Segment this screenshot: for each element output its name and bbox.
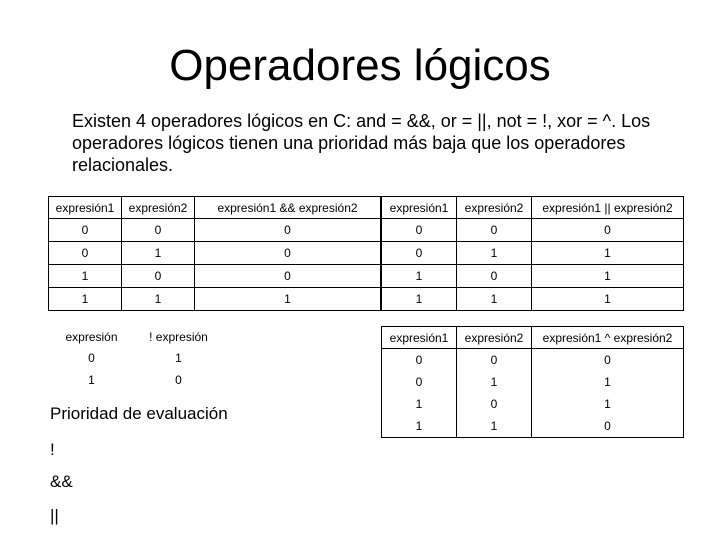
table-cell: 0 (195, 242, 381, 265)
table-cell: 0 (382, 242, 457, 265)
table-cell: 1 (122, 288, 195, 311)
table-cell: 1 (195, 288, 381, 311)
table-cell: 1 (457, 288, 532, 311)
table-cell: 0 (457, 349, 532, 372)
table-cell: 1 (382, 415, 457, 438)
table-cell: 1 (49, 265, 122, 288)
table-cell: 1 (457, 371, 532, 393)
table-cell: 1 (49, 288, 122, 311)
table-header: ! expresión (149, 329, 208, 344)
table-cell: 1 (382, 265, 457, 288)
table-cell: 0 (457, 393, 532, 415)
table-cell: 0 (532, 349, 684, 372)
table-header: expresión1 (382, 327, 457, 349)
table-header: expresión2 (457, 327, 532, 349)
intro-paragraph: Existen 4 operadores lógicos en C: and = &&, or = ||, not = !, xor = ^. Los operadores lógicos tienen una prioridad más baja que los operadores relacionales. (72, 111, 651, 175)
not-truth-table (48, 326, 222, 391)
table-cell: 1 (532, 288, 684, 311)
table-header: expresión1 (382, 197, 457, 219)
priority-item: && (50, 472, 73, 491)
table-header: expresión1 ^ expresión2 (532, 327, 684, 349)
table-cell: 0 (175, 373, 182, 387)
table-cell: 0 (122, 265, 195, 288)
xor-truth-table (381, 326, 684, 438)
table-cell: 0 (382, 349, 457, 372)
priority-title: Prioridad de evaluación (50, 404, 228, 423)
table-header: expresión2 (457, 197, 532, 219)
table-cell: 1 (175, 351, 182, 365)
table-header: expresión1 && expresión2 (195, 197, 381, 219)
table-cell: 1 (88, 373, 95, 387)
table-cell: 0 (195, 265, 381, 288)
table-header: expresión1 (49, 197, 122, 219)
priority-item: ! (50, 440, 55, 459)
table-cell: 0 (382, 219, 457, 242)
table-cell: 0 (122, 219, 195, 242)
table-cell: 1 (382, 288, 457, 311)
table-header: expresión (65, 329, 118, 344)
and-truth-table (48, 196, 381, 311)
table-cell: 0 (457, 265, 532, 288)
table-cell: 1 (532, 371, 684, 393)
table-cell: 1 (532, 393, 684, 415)
table-cell: 0 (49, 219, 122, 242)
table-cell: 0 (88, 351, 95, 365)
table-cell: 0 (195, 219, 381, 242)
table-header: expresión2 (122, 197, 195, 219)
priority-item: || (50, 506, 59, 525)
table-cell: 1 (382, 393, 457, 415)
table-cell: 1 (122, 242, 195, 265)
table-cell: 1 (457, 415, 532, 438)
table-cell: 0 (532, 219, 684, 242)
table-cell: 0 (457, 219, 532, 242)
table-cell: 0 (382, 371, 457, 393)
page-title: Operadores lógicos (169, 41, 551, 90)
or-truth-table (381, 196, 684, 311)
table-cell: 1 (532, 242, 684, 265)
table-header: expresión1 || expresión2 (532, 197, 684, 219)
table-cell: 1 (457, 242, 532, 265)
table-cell: 1 (532, 265, 684, 288)
table-cell: 0 (49, 242, 122, 265)
table-cell: 0 (532, 415, 684, 438)
